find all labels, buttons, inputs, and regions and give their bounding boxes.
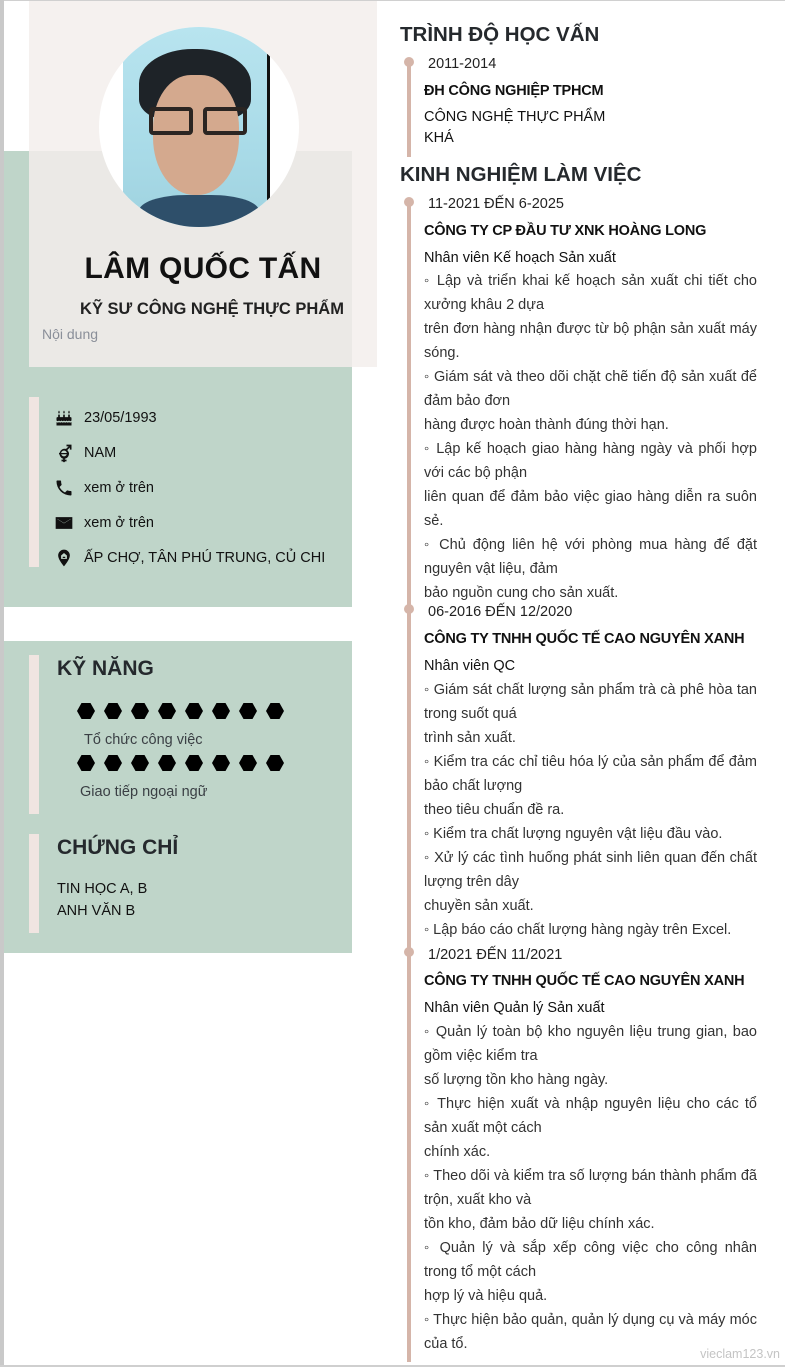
job-description-line: ◦ Lập báo cáo chất lượng hàng ngày trên Excel. [424,922,732,938]
job-description-line: trình sản xuất. [424,730,516,746]
job-description-line: ◦ Lập và triển khai kế hoạch sản xuất chi tiết cho xưởng khâu 2 dựa [424,273,757,313]
job-description-line: ◦ Quản lý và sắp xếp công việc cho công nhân trong tổ một cách [424,1240,757,1280]
candidate-title: KỸ SƯ CÔNG NGHỆ THỰC PHẨM [80,300,344,318]
contact-email [53,505,325,540]
rating-hexagon-icon [104,703,122,719]
certificate-item: ANH VĂN B [57,903,136,919]
timeline-dot-icon [404,947,414,957]
skill-label-2: Giao tiếp ngoại ngữ [80,784,208,800]
contact-address [53,540,325,575]
gender-value: NAM [84,444,117,461]
job-description-line: ◦ Thực hiện xuất và nhập nguyên liệu cho các tổ sản xuất một cách [424,1096,757,1136]
rating-hexagon-icon [212,703,230,719]
job-period: 06-2016 ĐẾN 12/2020 [428,604,573,620]
rating-hexagon-icon [239,703,257,719]
experience-timeline-line [407,200,411,1362]
job-company: CÔNG TY CP ĐẦU TƯ XNK HOÀNG LONG [424,223,707,239]
gender-icon [53,442,75,464]
job-description [424,269,757,605]
location-pin-icon [53,547,75,569]
phone-value: xem ở trên [84,479,154,496]
rating-hexagon-icon [77,703,95,719]
skills-accent-bar [29,655,39,814]
job-description-line: ◦ Thực hiện bảo quản, quản lý dụng cụ và máy móc của tổ. [424,1312,757,1352]
job-description [424,1020,757,1356]
job-description-line: ◦ Kiểm tra chất lượng nguyên vật liệu đầu vào. [424,826,723,842]
job-description-line: theo tiêu chuẩn đề ra. [424,802,565,818]
skill-rating-1 [77,703,284,719]
rating-hexagon-icon [212,755,230,771]
timeline-dot-icon [404,57,414,67]
job-description-line: ◦ Lập kế hoạch giao hàng hàng ngày và phối hợp với các bộ phận [424,441,757,481]
timeline-dot-icon [404,604,414,614]
job-position: Nhân viên Quản lý Sản xuất [424,1000,605,1016]
education-major: CÔNG NGHỆ THỰC PHẨM [424,109,606,125]
skills-title: KỸ NĂNG [57,657,154,680]
skill-rating-2 [77,755,284,771]
timeline-dot-icon [404,197,414,207]
job-description-line: ◦ Quản lý toàn bộ kho nguyên liệu trung gian, bao gồm việc kiểm tra [424,1024,757,1064]
candidate-subtitle: Nội dung [42,326,99,342]
email-icon [53,512,75,534]
contact-phone [53,470,325,505]
job-position: Nhân viên Kế hoạch Sản xuất [424,250,616,266]
experience-title: KINH NGHIỆM LÀM VIỆC [400,163,642,186]
rating-hexagon-icon [158,755,176,771]
job-description-line: chuyền sản xuất. [424,898,534,914]
education-school: ĐH CÔNG NGHIỆP TPHCM [424,83,604,99]
rating-hexagon-icon [266,755,284,771]
education-period: 2011-2014 [428,56,497,72]
birthday-cake-icon [53,407,75,429]
job-company: CÔNG TY TNHH QUỐC TẾ CAO NGUYÊN XANH [424,631,745,647]
skill-label-1: Tổ chức công việc [84,732,203,748]
education-title: TRÌNH ĐỘ HỌC VẤN [400,23,600,46]
watermark: vieclam123.vn [700,1347,780,1361]
job-position: Nhân viên QC [424,658,516,674]
rating-hexagon-icon [239,755,257,771]
certificates-title: CHỨNG CHỈ [57,836,179,859]
rating-hexagon-icon [185,703,203,719]
job-description-line: chính xác. [424,1144,491,1160]
email-value: xem ở trên [84,514,154,531]
job-description-line: hợp lý và hiệu quả. [424,1288,548,1304]
job-description-line: hàng được hoàn thành đúng thời hạn. [424,417,669,433]
education-timeline-line [407,60,411,157]
contact-birthday [53,400,325,435]
rating-hexagon-icon [158,703,176,719]
job-description-line: ◦ Kiểm tra các chỉ tiêu hóa lý của sản phẩm để đảm bảo chất lượng [424,754,757,794]
birthday-value: 23/05/1993 [84,409,157,426]
education-grade: KHÁ [424,130,454,146]
job-period: 1/2021 ĐẾN 11/2021 [428,947,563,963]
rating-hexagon-icon [131,755,149,771]
phone-icon [53,477,75,499]
rating-hexagon-icon [266,703,284,719]
job-description-line: tồn kho, đảm bảo dữ liệu chính xác. [424,1216,655,1232]
certificates-accent-bar [29,834,39,933]
job-description-line: ◦ Giám sát chất lượng sản phẩm trà cà phê hòa tan trong suốt quá [424,682,757,722]
job-description-line: trên đơn hàng nhận được từ bộ phận sản xuất máy sóng. [424,321,757,361]
job-description-line: liên quan để đảm bảo việc giao hàng diễn ra suôn sẻ. [424,489,757,529]
job-description-line: bảo nguồn cung cho sản xuất. [424,585,619,601]
rating-hexagon-icon [185,755,203,771]
job-description [424,678,757,942]
rating-hexagon-icon [77,755,95,771]
job-description-line: ◦ Giám sát và theo dõi chặt chẽ tiến độ sản xuất để đảm bảo đơn [424,369,757,409]
rating-hexagon-icon [131,703,149,719]
job-description-line: ◦ Theo dõi và kiểm tra số lượng bán thành phẩm đã trộn, xuất kho và [424,1168,757,1208]
contact-accent-bar [29,397,39,567]
avatar [99,27,299,227]
contact-list [53,400,325,575]
job-period: 11-2021 ĐẾN 6-2025 [428,196,564,212]
job-description-line: số lượng tồn kho hàng ngày. [424,1072,609,1088]
candidate-name: LÂM QUỐC TẤN [84,252,322,285]
job-description-line: ◦ Chủ động liên hệ với phòng mua hàng để đặt nguyên vật liệu, đảm [424,537,757,577]
rating-hexagon-icon [104,755,122,771]
address-value: ẤP CHỢ, TÂN PHÚ TRUNG, CỦ CHI [84,549,326,566]
contact-gender [53,435,325,470]
certificate-item: TIN HỌC A, B [57,881,148,897]
job-company: CÔNG TY TNHH QUỐC TẾ CAO NGUYÊN XANH [424,973,745,989]
job-description-line: ◦ Xử lý các tình huống phát sinh liên quan đến chất lượng trên dây [424,850,757,890]
